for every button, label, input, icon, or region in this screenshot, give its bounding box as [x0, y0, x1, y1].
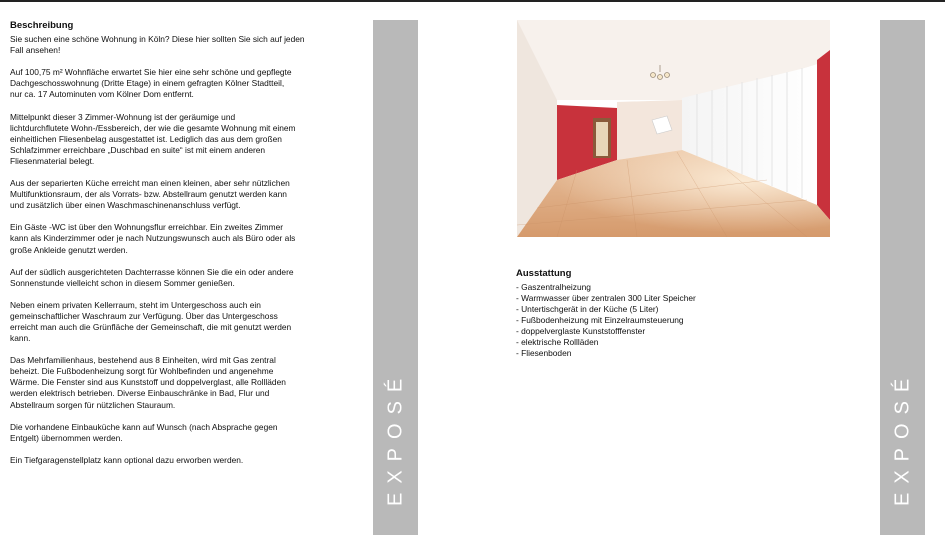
feature-item: - Fußbodenheizung mit Einzelraumsteuerung	[516, 315, 684, 325]
feature-item: - Untertischgerät in der Küche (5 Liter)	[516, 304, 659, 314]
description-paragraph: Mittelpunkt dieser 3 Zimmer-Wohnung ist der geräumige und lichtdurchflutete Wohn-/Essbereich, der wie die gesamte Wohnung mit einem einheitlichen Fliesenbelag ausgestattet ist. Lediglich das aus dem großen Schlafzimmer erreichbare „Duschbad en suite“ ist mit einem anderen Fliesenmaterial belegt.	[10, 111, 296, 166]
feature-item: - Gaszentralheizung	[516, 282, 591, 292]
feature-item: - elektrische Rollläden	[516, 337, 599, 347]
description-paragraph: Auf 100,75 m² Wohnfläche erwartet Sie hier eine sehr schöne und gepflegte Dachgeschosswohnung (Dritte Etage) in einem gefragten Kölner Stadtteil, nur ca. 17 Autominuten vom Kölner Dom entfernt.	[10, 67, 292, 100]
apartment-photo	[517, 20, 830, 237]
description-paragraph: Ein Tiefgaragenstellplatz kann optional dazu erworben werden.	[10, 454, 244, 465]
expose-side-band-right	[880, 20, 925, 535]
description-paragraph: Ein Gäste -WC ist über den Wohnungsflur erreichbar. Ein zweites Zimmer kann als Kinderzimmer oder je nach Nutzungswunsch auch als Büro oder als große Ankleide genutzt werden.	[10, 222, 296, 255]
description-paragraph: Die vorhandene Einbauküche kann auf Wunsch (nach Absprache gegen Entgelt) übernommen werden.	[10, 421, 278, 443]
expose-band-label: EXPOSÉ	[891, 369, 913, 506]
description-paragraph: Aus der separierten Küche erreicht man einen kleinen, aber sehr nützlichen Multifunktionsraum, der als Vorrats- bzw. Abstellraum genutzt werden kann und zusätzlich über einen Waschmaschinenanschluss verfügt.	[10, 178, 290, 211]
description-paragraph: Das Mehrfamilienhaus, bestehend aus 8 Einheiten, wird mit Gas zentral beheizt. Die Fußbodenheizung sorgt für Wohlbefinden und angenehme Wärme. Die Fenster sind aus Kunststoff und doppelverglast, alle Rollläden werden elektrisch betrieben. Diverse Einbauschränke in Bad, Flur und Abstellraum sorgen für nützlichen Stauraum.	[10, 355, 286, 410]
feature-item: - Warmwasser über zentralen 300 Liter Speicher	[516, 293, 696, 303]
top-border-line	[0, 0, 945, 2]
description-section	[10, 20, 320, 477]
features-section	[516, 268, 836, 359]
living-room-image	[517, 20, 830, 237]
description-paragraph: Sie suchen eine schöne Wohnung in Köln? Diese hier sollten Sie sich auf jeden Fall ansehen!	[10, 34, 305, 56]
description-heading: Beschreibung	[10, 20, 74, 31]
expose-side-band-left	[373, 20, 418, 535]
features-heading: Ausstattung	[516, 268, 572, 279]
features-list	[516, 282, 836, 359]
expose-band-label: EXPOSÉ	[384, 369, 406, 506]
feature-item: - doppelverglaste Kunststofffenster	[516, 326, 646, 336]
description-paragraph: Auf der südlich ausgerichteten Dachterrasse können Sie die ein oder andere Sonnenstunde vielleicht schon in diesem Sommer genießen.	[10, 266, 294, 288]
description-paragraph: Neben einem privaten Kellerraum, steht im Untergeschoss auch ein gemeinschaftlicher Waschraum zur Verfügung. Über das Untergeschoss erreicht man auch die Grünfläche der Gemeinschaft, die mit genutzt werden kann.	[10, 299, 292, 344]
feature-item: - Fliesenboden	[516, 348, 572, 358]
